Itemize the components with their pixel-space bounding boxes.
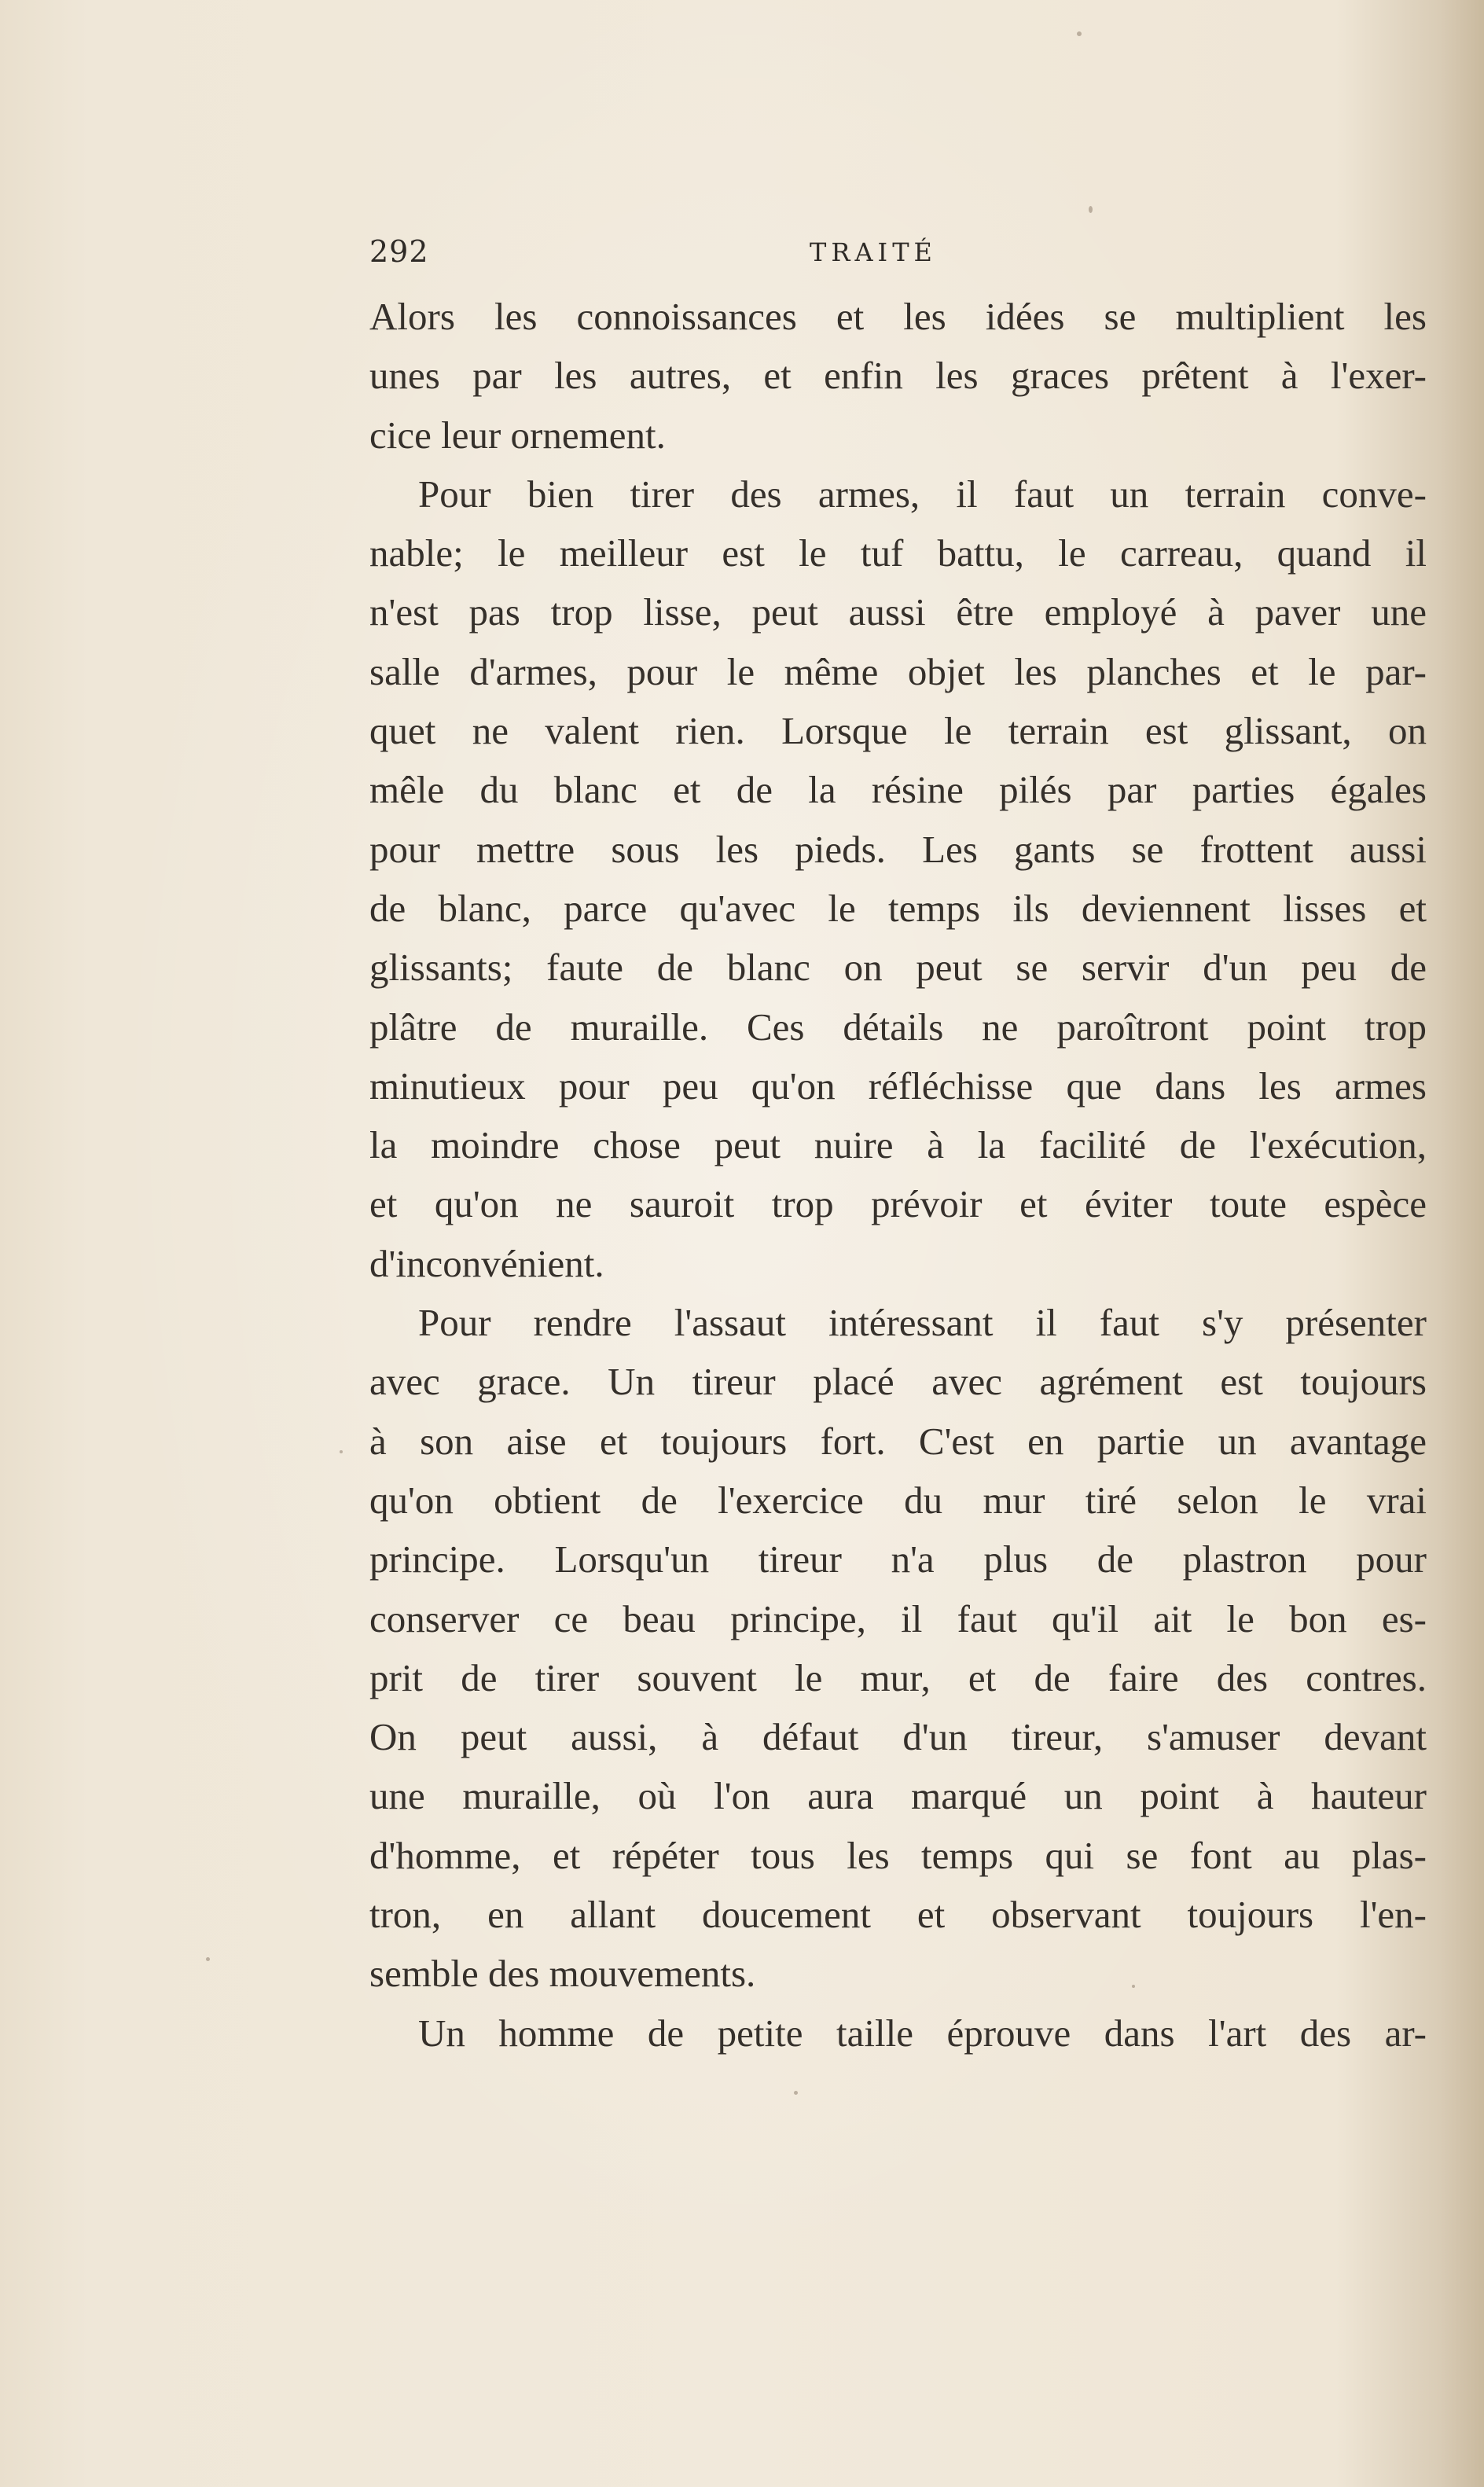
paper-speck [1077, 31, 1082, 36]
text-line: semble des mouvements. [369, 1952, 756, 1996]
text-line: cice leur ornement. [369, 413, 666, 457]
text-line: nable; le meilleur est le tuf battu, le carreau, quand il [369, 531, 1427, 575]
text-line: mêle du blanc et de la résine pilés par parties égales [369, 768, 1427, 812]
page-header [369, 234, 1423, 274]
text-line: de blanc, parce qu'avec le temps ils deviennent lisses et [369, 886, 1427, 930]
text-line: une muraille, où l'on aura marqué un point à hauteur [369, 1774, 1427, 1818]
text-line: conserver ce beau principe, il faut qu'il ait le bon es- [369, 1596, 1427, 1640]
paper-speck [206, 1957, 210, 1961]
text-line: Pour rendre l'assaut intéressant il faut s'y présenter [418, 1301, 1427, 1345]
text-line: unes par les autres, et enfin les graces prêtent à l'exer- [369, 354, 1427, 398]
text-line: quet ne valent rien. Lorsque le terrain est glissant, on [369, 709, 1427, 753]
text-line: tron, en allant doucement et observant toujours l'en- [369, 1893, 1427, 1937]
text-line: salle d'armes, pour le même objet les planches et le par- [369, 649, 1427, 693]
page-number: 292 [369, 234, 429, 269]
text-line: et qu'on ne sauroit trop prévoir et éviter toute espèce [369, 1182, 1427, 1226]
text-line: prit de tirer souvent le mur, et de faire des contres. [369, 1655, 1427, 1699]
text-line: n'est pas trop lisse, peut aussi être employé à paver une [369, 590, 1427, 634]
text-line: la moindre chose peut nuire à la facilité de l'exécution, [369, 1123, 1427, 1167]
text-line: d'homme, et répéter tous les temps qui se font au plas- [369, 1833, 1427, 1877]
text-line: à son aise et toujours fort. C'est en partie un avantage [369, 1419, 1427, 1463]
text-line: glissants; faute de blanc on peut se servir d'un peu de [369, 946, 1427, 990]
paper-speck [340, 1450, 343, 1453]
text-line: Un homme de petite taille éprouve dans l'art des ar- [418, 2011, 1427, 2055]
text-line: avec grace. Un tireur placé avec agrément est toujours [369, 1360, 1427, 1404]
text-line: principe. Lorsqu'un tireur n'a plus de plastron pour [369, 1537, 1427, 1581]
text-line: minutieux pour peu qu'on réfléchisse que dans les armes [369, 1063, 1427, 1108]
text-line: On peut aussi, à défaut d'un tireur, s'amuser devant [369, 1715, 1427, 1759]
running-head: TRAITÉ [810, 237, 937, 267]
text-line: qu'on obtient de l'exercice du mur tiré selon le vrai [369, 1478, 1427, 1522]
paper-speck [1089, 206, 1093, 213]
paper-speck [794, 2091, 798, 2095]
text-line: plâtre de muraille. Ces détails ne paroîtront point trop [369, 1005, 1427, 1049]
text-line: Alors les connoissances et les idées se multiplient les [369, 295, 1427, 338]
text-line: pour mettre sous les pieds. Les gants se frottent aussi [369, 827, 1427, 871]
text-line: d'inconvénient. [369, 1241, 604, 1285]
body-text [369, 287, 1427, 2063]
text-line: Pour bien tirer des armes, il faut un terrain conve- [418, 472, 1427, 516]
